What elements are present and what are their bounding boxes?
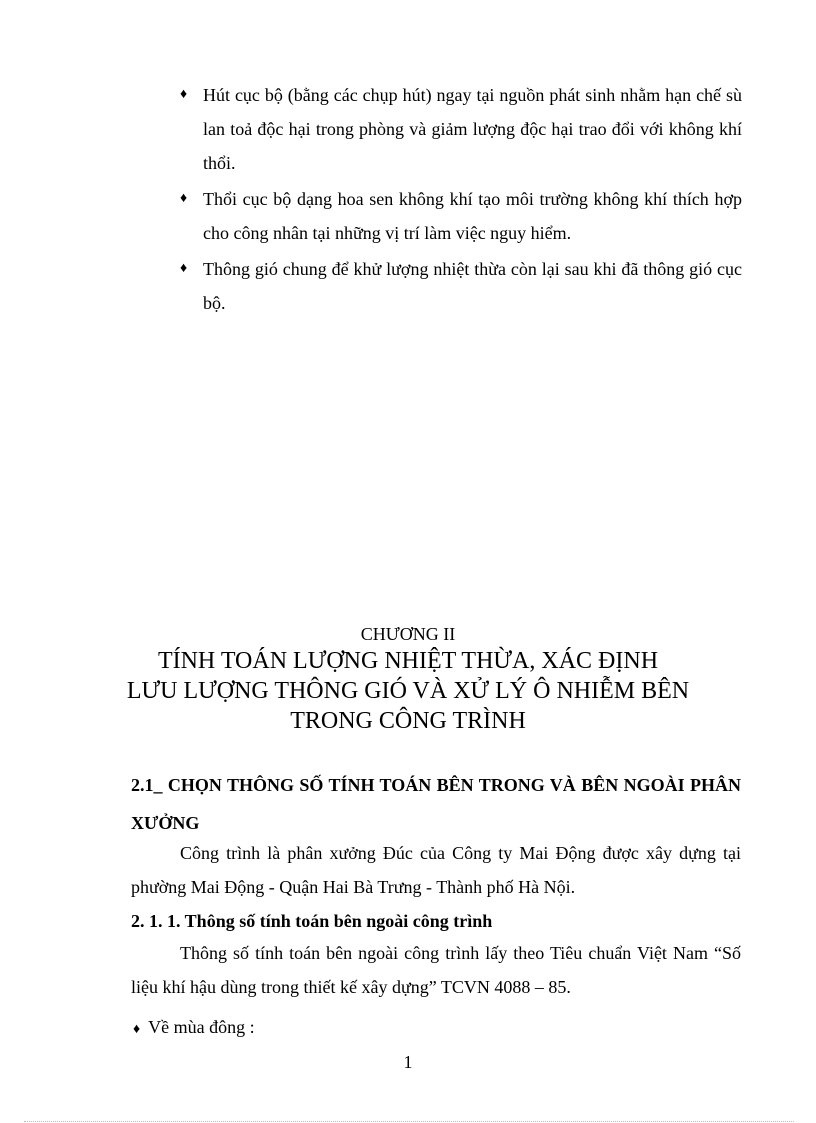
section-intro-paragraph: Công trình là phân xưởng Đúc của Công ty Mai Động được xây dựng tại phường Mai Động - Quận Hai Bà Trưng - Thành phố Hà Nội.	[131, 843, 741, 897]
subsection-body-paragraph: Thông số tính toán bên ngoài công trình lấy theo Tiêu chuẩn Việt Nam “Số liệu khí hậu dùng trong thiết kế xây dựng” TCVN 4088 – 85.	[131, 943, 741, 997]
diamond-bullet-icon: ♦	[180, 87, 188, 102]
chapter-title	[0, 646, 816, 736]
bullet-item-local-exhaust	[180, 78, 742, 180]
bullet-item-local-supply	[180, 182, 742, 250]
bullet-row	[180, 252, 742, 320]
diamond-bullet-icon: ♦	[180, 191, 188, 206]
bullet-row	[180, 182, 742, 250]
season-item-text: Về mùa đông :	[148, 1017, 255, 1037]
bullet-text: Thổi cục bộ dạng hoa sen không khí tạo môi trường không khí thích hợp cho công nhân tại những vị trí làm việc nguy hiểm.	[203, 189, 742, 243]
bullet-row	[180, 78, 742, 180]
bullet-text: Hút cục bộ (bằng các chụp hút) ngay tại nguồn phát sinh nhằm hạn chế sù lan toả độc hại trong phòng và giảm lượng độc hại trao đổi với không khí thổi.	[203, 85, 742, 173]
bullet-text: Thông gió chung để khử lượng nhiệt thừa còn lại sau khi đã thông gió cục bộ.	[203, 259, 742, 313]
section-heading: 2.1_ CHỌN THÔNG SỐ TÍNH TOÁN BÊN TRONG VÀ BÊN NGOÀI PHÂN XƯỞNG	[131, 775, 741, 833]
subsection-heading: 2. 1. 1. Thông số tính toán bên ngoài công trình	[131, 911, 493, 931]
season-item-winter	[133, 1012, 255, 1045]
page-number: 1	[403, 1052, 413, 1072]
diamond-bullet-icon: ♦	[180, 261, 188, 276]
chapter-title-line-3: TRONG CÔNG TRÌNH	[290, 708, 526, 734]
chapter-title-line-2: LƯU LƯỢNG THÔNG GIÓ VÀ XỬ LÝ Ô NHIỄM BÊN	[126, 678, 690, 704]
bullet-item-general-ventilation	[180, 252, 742, 320]
chapter-title-line-1: TÍNH TOÁN LƯỢNG NHIỆT THỪA, XÁC ĐỊNH	[157, 648, 659, 674]
diamond-bullet-icon: ♦	[133, 1022, 141, 1037]
chapter-label: CHƯƠNG II	[360, 624, 456, 644]
page-bottom-divider	[24, 1121, 794, 1122]
